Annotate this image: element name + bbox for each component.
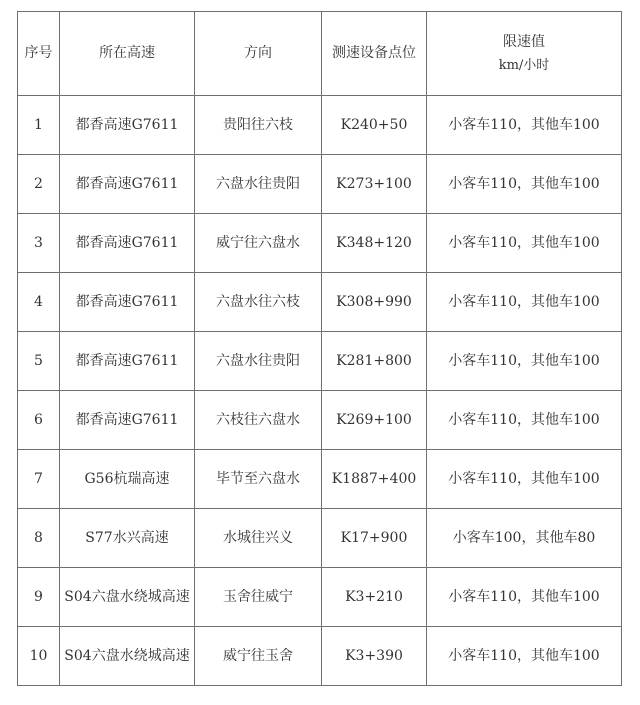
cell-direction: 毕节至六盘水 — [195, 450, 322, 509]
cell-index: 6 — [18, 391, 60, 450]
table-row — [18, 568, 622, 627]
header-limit-label: 限速值 — [503, 33, 545, 50]
speed-camera-table — [17, 11, 622, 686]
cell-location: K3+210 — [322, 568, 427, 627]
cell-highway: S77水兴高速 — [60, 509, 195, 568]
cell-index: 4 — [18, 273, 60, 332]
cell-direction: 贵阳往六枝 — [195, 96, 322, 155]
cell-location: K269+100 — [322, 391, 427, 450]
table-row — [18, 214, 622, 273]
table-row — [18, 332, 622, 391]
header-row — [18, 12, 622, 96]
cell-direction: 威宁往六盘水 — [195, 214, 322, 273]
cell-limit: 小客车110，其他车100 — [427, 332, 622, 391]
cell-location: K308+990 — [322, 273, 427, 332]
cell-direction: 玉舍往威宁 — [195, 568, 322, 627]
cell-index: 8 — [18, 509, 60, 568]
cell-location: K1887+400 — [322, 450, 427, 509]
header-highway-label: 所在高速 — [99, 45, 155, 61]
cell-highway: G56杭瑞高速 — [60, 450, 195, 509]
cell-highway: S04六盘水绕城高速 — [60, 568, 195, 627]
header-index — [18, 12, 60, 96]
cell-direction: 六盘水往贵阳 — [195, 155, 322, 214]
cell-location: K240+50 — [322, 96, 427, 155]
cell-highway: 都香高速G7611 — [60, 273, 195, 332]
header-location-label: 测速设备点位 — [332, 45, 416, 61]
cell-index: 9 — [18, 568, 60, 627]
header-direction-label: 方向 — [244, 45, 272, 61]
table-row — [18, 96, 622, 155]
table-row — [18, 509, 622, 568]
header-index-label: 序号 — [24, 45, 53, 61]
cell-highway: S04六盘水绕城高速 — [60, 627, 195, 686]
cell-limit: 小客车100，其他车80 — [427, 509, 622, 568]
cell-direction: 六盘水往贵阳 — [195, 332, 322, 391]
cell-highway: 都香高速G7611 — [60, 96, 195, 155]
cell-limit: 小客车110，其他车100 — [427, 450, 622, 509]
cell-index: 5 — [18, 332, 60, 391]
table-row — [18, 391, 622, 450]
cell-limit: 小客车110，其他车100 — [427, 627, 622, 686]
cell-index: 1 — [18, 96, 60, 155]
cell-limit: 小客车110，其他车100 — [427, 96, 622, 155]
header-location — [322, 12, 427, 96]
cell-direction: 六枝往六盘水 — [195, 391, 322, 450]
table-row — [18, 450, 622, 509]
cell-direction: 威宁往玉舍 — [195, 627, 322, 686]
header-limit — [427, 12, 622, 96]
cell-direction: 六盘水往六枝 — [195, 273, 322, 332]
cell-highway: 都香高速G7611 — [60, 155, 195, 214]
cell-location: K281+800 — [322, 332, 427, 391]
header-direction — [195, 12, 322, 96]
cell-index: 2 — [18, 155, 60, 214]
cell-limit: 小客车110，其他车100 — [427, 568, 622, 627]
cell-location: K17+900 — [322, 509, 427, 568]
cell-index: 3 — [18, 214, 60, 273]
cell-limit: 小客车110，其他车100 — [427, 273, 622, 332]
cell-limit: 小客车110，其他车100 — [427, 391, 622, 450]
cell-location: K348+120 — [322, 214, 427, 273]
cell-index: 7 — [18, 450, 60, 509]
cell-highway: 都香高速G7611 — [60, 391, 195, 450]
table-row — [18, 273, 622, 332]
header-limit-unit: km/小时 — [498, 57, 550, 73]
header-highway — [60, 12, 195, 96]
table-row — [18, 627, 622, 686]
cell-highway: 都香高速G7611 — [60, 332, 195, 391]
cell-location: K273+100 — [322, 155, 427, 214]
cell-limit: 小客车110，其他车100 — [427, 155, 622, 214]
cell-direction: 水城往兴义 — [195, 509, 322, 568]
cell-location: K3+390 — [322, 627, 427, 686]
cell-highway: 都香高速G7611 — [60, 214, 195, 273]
table-row — [18, 155, 622, 214]
cell-index: 10 — [18, 627, 60, 686]
cell-limit: 小客车110，其他车100 — [427, 214, 622, 273]
